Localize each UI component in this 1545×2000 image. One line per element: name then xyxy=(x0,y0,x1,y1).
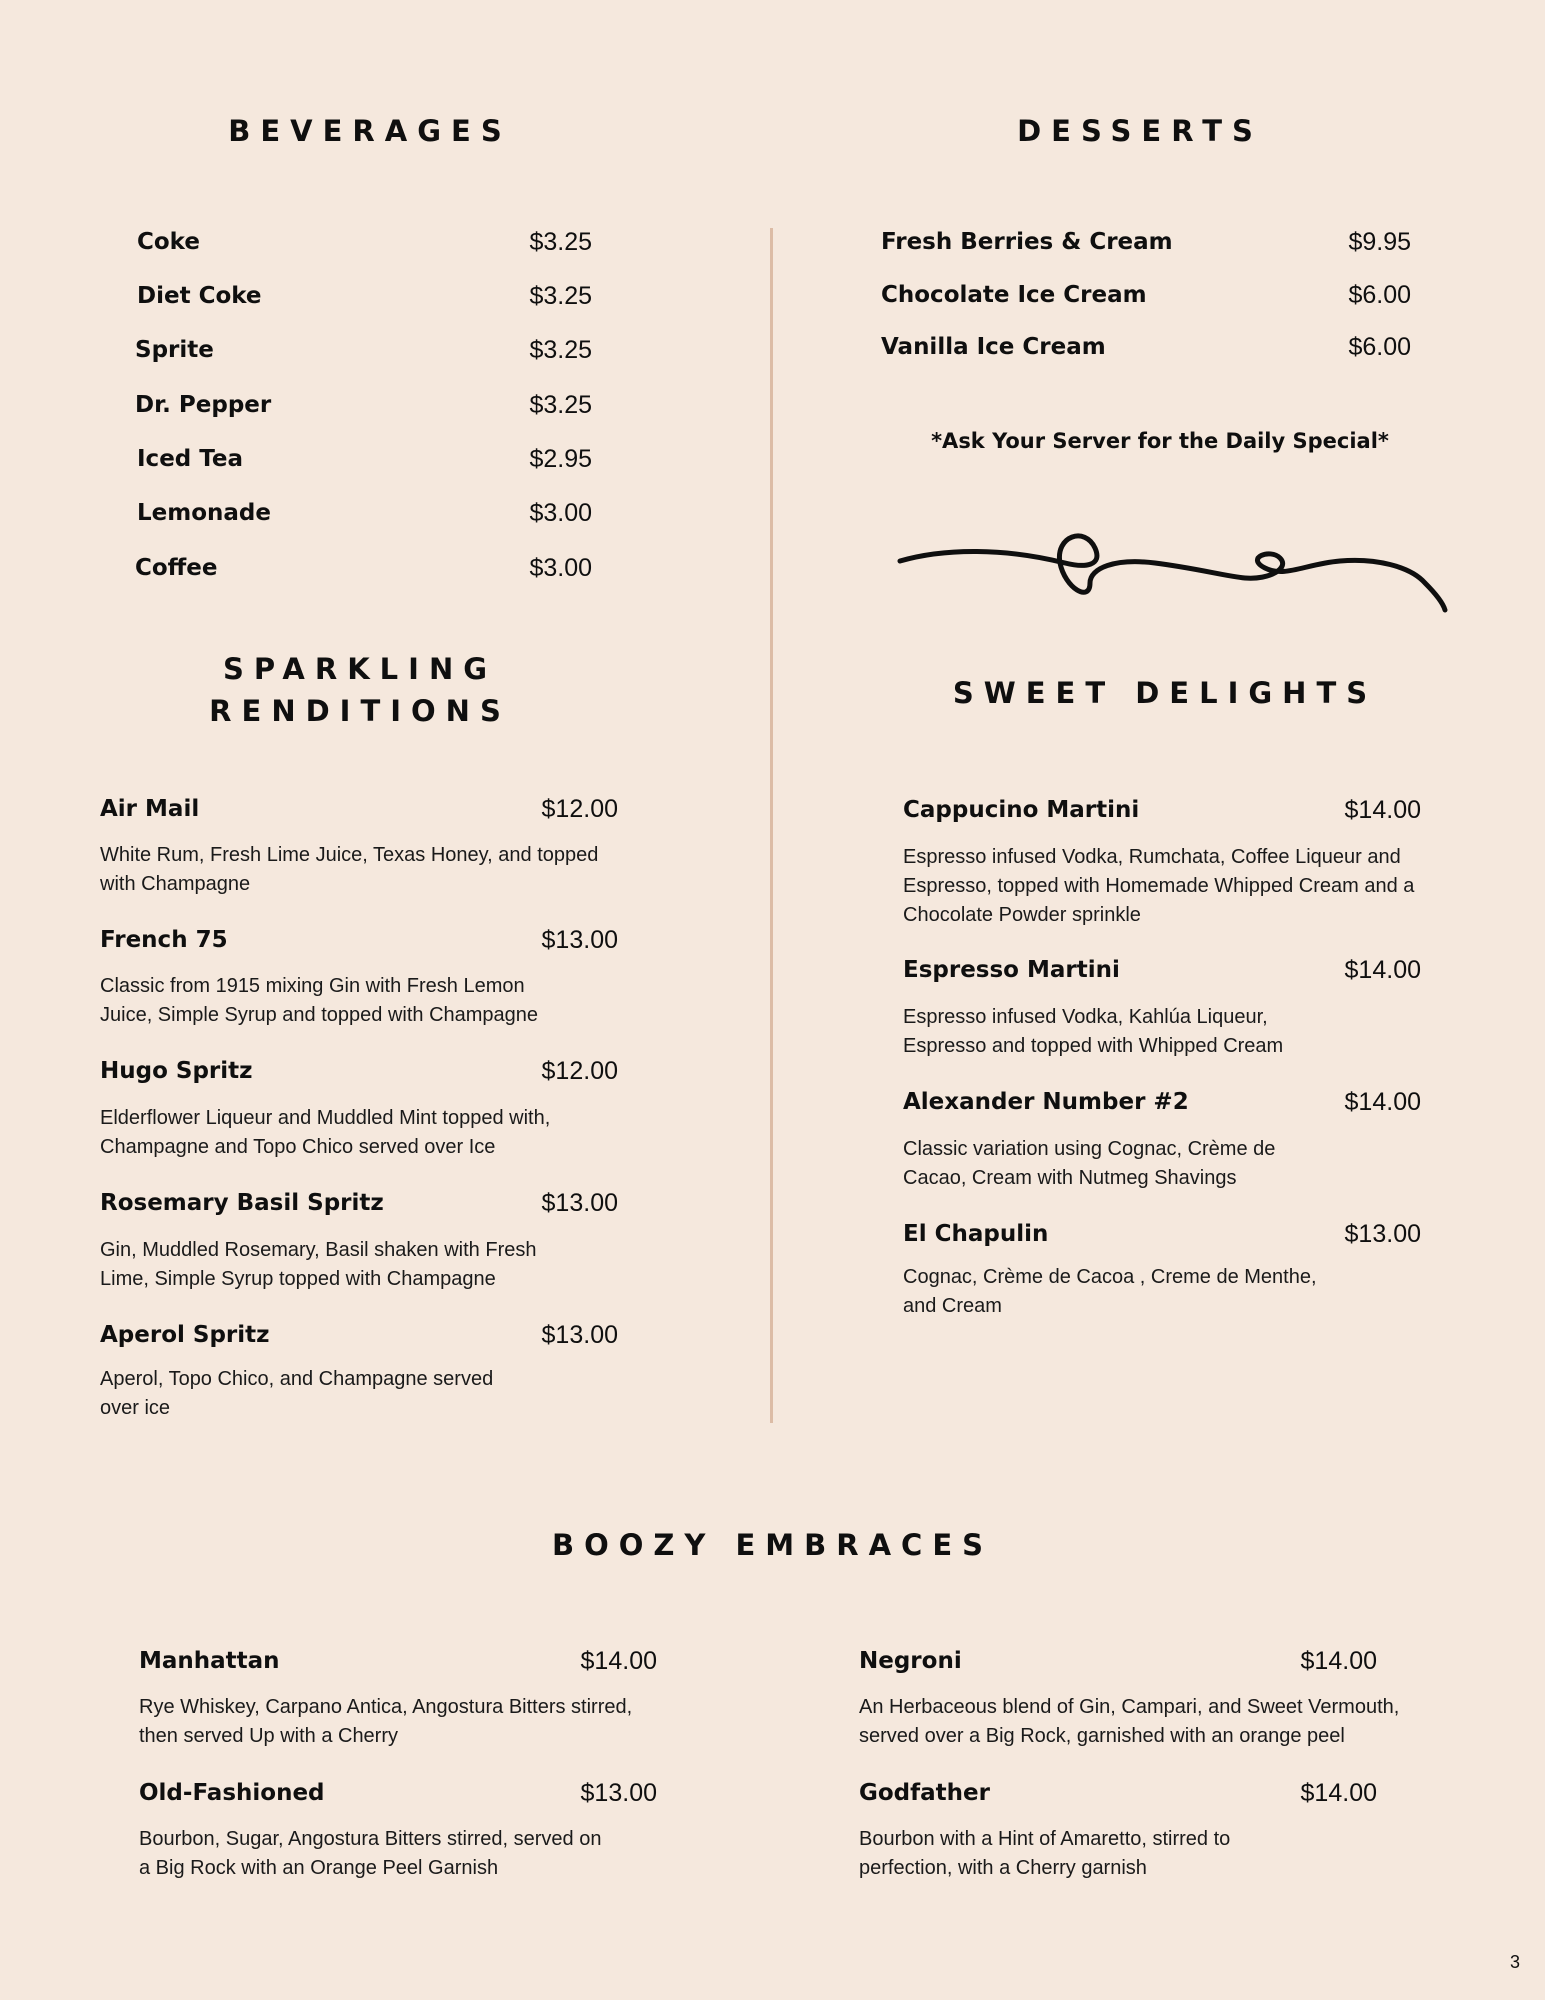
description-line: Cognac, Crème de Cacoa , Creme de Menthe, xyxy=(903,1266,1317,1288)
item-price: $13.00 xyxy=(580,1779,657,1807)
item-price: $3.00 xyxy=(529,554,592,582)
list-item xyxy=(137,442,592,476)
item-description xyxy=(903,1003,1503,1061)
description-line: perfection, with a Cherry garnish xyxy=(859,1857,1147,1879)
list-item xyxy=(903,1217,1421,1251)
description-line: Champagne and Topo Chico served over Ice xyxy=(100,1136,496,1158)
description-line: Espresso infused Vodka, Rumchata, Coffee Liqueur and xyxy=(903,846,1401,868)
item-description xyxy=(139,1825,739,1883)
item-price: $6.00 xyxy=(1348,281,1411,309)
list-item xyxy=(881,225,1411,259)
item-name: Lemonade xyxy=(137,500,271,526)
item-name: Rosemary Basil Spritz xyxy=(100,1190,384,1216)
list-item xyxy=(903,953,1421,987)
swirl-flourish-icon xyxy=(895,528,1455,628)
description-line: over ice xyxy=(100,1397,171,1419)
description-line: a Big Rock with an Orange Peel Garnish xyxy=(139,1857,499,1879)
item-price: $14.00 xyxy=(1300,1779,1377,1807)
description-line: Espresso, topped with Homemade Whipped Cream and a xyxy=(903,875,1415,897)
item-description xyxy=(903,1135,1503,1193)
boozy-embraces-heading: BOOZY EMBRACES xyxy=(551,1528,994,1562)
description-line: Espresso infused Vodka, Kahlúa Liqueur, xyxy=(903,1006,1268,1028)
item-price: $3.25 xyxy=(529,228,592,256)
item-price: $14.00 xyxy=(1344,796,1421,824)
description-line: Rye Whiskey, Carpano Antica, Angostura Bitters stirred, xyxy=(139,1696,633,1718)
list-item xyxy=(881,278,1411,312)
item-description xyxy=(139,1693,739,1751)
list-item xyxy=(100,792,618,826)
desserts-heading: DESSERTS xyxy=(1017,114,1263,148)
item-price: $13.00 xyxy=(541,926,618,954)
item-price: $3.00 xyxy=(529,499,592,527)
list-item xyxy=(100,923,618,957)
description-line: Lime, Simple Syrup topped with Champagne xyxy=(100,1268,496,1290)
page-number: 3 xyxy=(1509,1952,1520,1972)
item-price: $3.25 xyxy=(529,282,592,310)
description-line: Elderflower Liqueur and Muddled Mint topped with, xyxy=(100,1107,551,1129)
sparkling-heading-line1: SPARKLING xyxy=(222,652,498,686)
beverages-heading: BEVERAGES xyxy=(228,114,512,148)
item-name: Negroni xyxy=(859,1648,962,1674)
item-description xyxy=(903,843,1503,930)
sparkling-heading xyxy=(160,648,560,732)
item-name: French 75 xyxy=(100,927,228,953)
item-description xyxy=(100,1365,660,1423)
description-line: Classic variation using Cognac, Crème de xyxy=(903,1138,1276,1160)
list-item xyxy=(859,1776,1377,1810)
column-divider xyxy=(770,228,773,1423)
item-price: $13.00 xyxy=(541,1321,618,1349)
item-description xyxy=(859,1825,1479,1883)
list-item xyxy=(137,225,592,259)
list-item xyxy=(135,333,592,367)
item-price: $14.00 xyxy=(580,1647,657,1675)
description-line: Espresso and topped with Whipped Cream xyxy=(903,1035,1284,1057)
list-item xyxy=(903,1085,1421,1119)
item-name: Alexander Number #2 xyxy=(903,1089,1189,1115)
description-line: Chocolate Powder sprinkle xyxy=(903,904,1141,926)
item-name: Iced Tea xyxy=(137,446,244,472)
item-description xyxy=(903,1263,1503,1321)
item-name: Chocolate Ice Cream xyxy=(881,282,1147,308)
item-name: Coffee xyxy=(135,555,218,581)
item-price: $14.00 xyxy=(1300,1647,1377,1675)
description-line: with Champagne xyxy=(100,873,251,895)
list-item xyxy=(859,1644,1377,1678)
description-line: An Herbaceous blend of Gin, Campari, and Sweet Vermouth, xyxy=(859,1696,1400,1718)
description-line: Bourbon, Sugar, Angostura Bitters stirred, served on xyxy=(139,1828,602,1850)
item-name: El Chapulin xyxy=(903,1221,1049,1247)
list-item xyxy=(137,279,592,313)
item-description xyxy=(100,1104,660,1162)
item-price: $13.00 xyxy=(541,1189,618,1217)
daily-special-note: *Ask Your Server for the Daily Special* xyxy=(931,429,1389,453)
item-price: $6.00 xyxy=(1348,333,1411,361)
list-item xyxy=(881,330,1411,364)
item-price: $12.00 xyxy=(541,1057,618,1085)
item-name: Vanilla Ice Cream xyxy=(881,334,1106,360)
description-line: and Cream xyxy=(903,1295,1002,1317)
item-name: Hugo Spritz xyxy=(100,1058,253,1084)
description-line: Cacao, Cream with Nutmeg Shavings xyxy=(903,1167,1237,1189)
list-item xyxy=(100,1186,618,1220)
item-price: $13.00 xyxy=(1344,1220,1421,1248)
item-price: $9.95 xyxy=(1348,228,1411,256)
item-description xyxy=(859,1693,1479,1751)
item-name: Godfather xyxy=(859,1780,990,1806)
item-description xyxy=(100,1236,660,1294)
list-item xyxy=(100,1054,618,1088)
list-item xyxy=(139,1644,657,1678)
item-name: Cappucino Martini xyxy=(903,797,1140,823)
list-item xyxy=(135,551,592,585)
description-line: Bourbon with a Hint of Amaretto, stirred to xyxy=(859,1828,1231,1850)
item-name: Coke xyxy=(137,229,200,255)
item-price: $14.00 xyxy=(1344,956,1421,984)
description-line: then served Up with a Cherry xyxy=(139,1725,399,1747)
item-price: $12.00 xyxy=(541,795,618,823)
item-name: Manhattan xyxy=(139,1648,280,1674)
item-price: $2.95 xyxy=(529,445,592,473)
description-line: Juice, Simple Syrup and topped with Champagne xyxy=(100,1004,539,1026)
description-line: served over a Big Rock, garnished with an orange peel xyxy=(859,1725,1345,1747)
item-description xyxy=(100,972,660,1030)
list-item xyxy=(135,388,592,422)
item-price: $3.25 xyxy=(529,336,592,364)
item-name: Diet Coke xyxy=(137,283,262,309)
list-item xyxy=(903,793,1421,827)
item-name: Espresso Martini xyxy=(903,957,1120,983)
sparkling-heading-line2: RENDITIONS xyxy=(209,694,511,728)
description-line: Aperol, Topo Chico, and Champagne served xyxy=(100,1368,494,1390)
item-name: Aperol Spritz xyxy=(100,1322,270,1348)
item-name: Air Mail xyxy=(100,796,200,822)
list-item xyxy=(139,1776,657,1810)
item-name: Old-Fashioned xyxy=(139,1780,325,1806)
list-item xyxy=(100,1318,618,1352)
item-price: $3.25 xyxy=(529,391,592,419)
sweet-delights-heading: SWEET DELIGHTS xyxy=(952,676,1378,710)
item-description xyxy=(100,841,660,899)
description-line: Classic from 1915 mixing Gin with Fresh Lemon xyxy=(100,975,525,997)
description-line: Gin, Muddled Rosemary, Basil shaken with Fresh xyxy=(100,1239,537,1261)
item-price: $14.00 xyxy=(1344,1088,1421,1116)
list-item xyxy=(137,496,592,530)
item-name: Dr. Pepper xyxy=(135,392,272,418)
item-name: Sprite xyxy=(135,337,214,363)
description-line: White Rum, Fresh Lime Juice, Texas Honey, and topped xyxy=(100,844,599,866)
item-name: Fresh Berries & Cream xyxy=(881,229,1173,255)
